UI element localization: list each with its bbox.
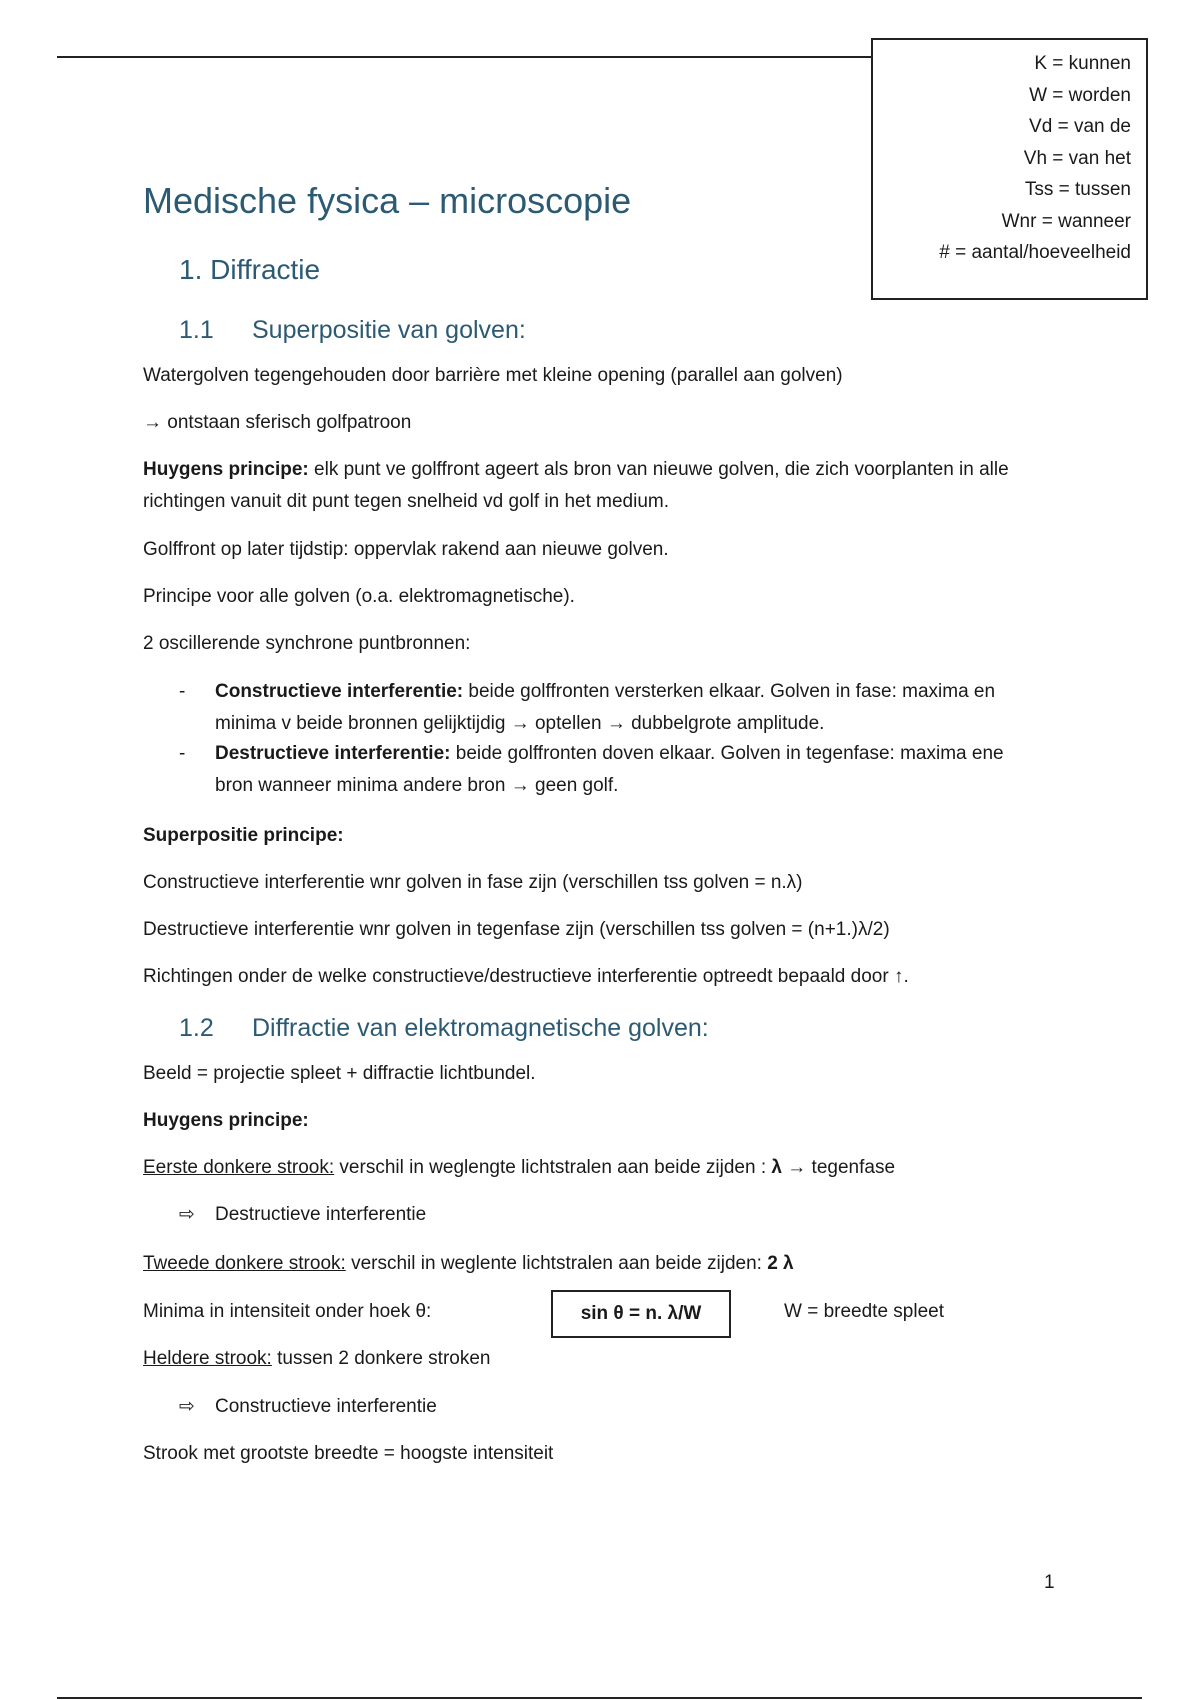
paragraph: Destructieve interferentie wnr golven in tegenfase zijn (verschillen tss golven = (n+1.)λ/2) (143, 919, 890, 940)
legend-item: Wnr = wanneer (1001, 210, 1131, 232)
paragraph: Strook met grootste breedte = hoogste intensiteit (143, 1443, 554, 1464)
paragraph-tweede-strook (143, 1248, 1063, 1280)
paragraph: Minima in intensiteit onder hoek θ: (143, 1301, 432, 1322)
paragraph-text: verschil in weglengte lichtstralen aan beide zijden : (334, 1157, 772, 1178)
legend-item: K = kunnen (1034, 53, 1131, 74)
formula-box: sin θ = n. λ/W (551, 1290, 731, 1338)
heading-text: Diffractie van elektromagnetische golven: (252, 1014, 709, 1042)
underlined-term: Eerste donkere strook: (143, 1157, 335, 1178)
arrow-item (179, 1391, 437, 1423)
paragraph: → ontstaan sferisch golfpatroon (143, 412, 412, 433)
underlined-term: Tweede donkere strook: (143, 1253, 346, 1274)
paragraph-text: → tegenfase (782, 1157, 896, 1178)
heading-number: 1.1 (179, 316, 214, 344)
legend-item: Vh = van het (1023, 147, 1131, 169)
bold-term: Constructieve interferentie: (215, 681, 464, 702)
legend-item: W = worden (1029, 84, 1131, 106)
bold-symbol: λ (771, 1157, 782, 1178)
arrow-right-icon: ⇨ (179, 1204, 195, 1225)
document-title: Medische fysica – microscopie (143, 180, 632, 221)
paragraph-eerste-strook (143, 1152, 1063, 1184)
bold-term: Huygens principe: (143, 1110, 309, 1131)
arrow-item-text: Destructieve interferentie (215, 1204, 427, 1225)
paragraph-heldere-strook (143, 1343, 1063, 1375)
paragraph-huygens (143, 454, 1063, 518)
bold-term: Destructieve interferentie: (215, 743, 451, 764)
paragraph-text: elk punt ve golffront ageert als bron van nieuwe golven, die zich voorplanten in alle richtingen vanuit dit punt tegen snelheid vd golf in het medium. (143, 459, 1009, 512)
paragraph: Constructieve interferentie wnr golven in fase zijn (verschillen tss golven = n.λ) (143, 872, 803, 893)
heading-number: 1.2 (179, 1014, 214, 1042)
paragraph-text: tussen 2 donkere stroken (271, 1348, 491, 1369)
formula-note: W = breedte spleet (784, 1301, 945, 1322)
paragraph-bold (143, 1105, 1063, 1137)
heading-text: Superpositie van golven: (252, 316, 526, 344)
paragraph: Golffront op later tijdstip: oppervlak rakend aan nieuwe golven. (143, 539, 669, 560)
arrow-item-text: Constructieve interferentie (215, 1396, 437, 1417)
bullet-body: beide golffronten versterken elkaar. Golven in fase: maxima en minima v beide bronnen gelijktijdig → optellen → dubbelgrote amplitude. (215, 681, 996, 734)
paragraph: Watergolven tegengehouden door barrière met kleine opening (parallel aan golven) (143, 365, 843, 386)
bullet-dash: - (179, 743, 186, 764)
bullet-body: beide golffronten doven elkaar. Golven in tegenfase: maxima ene bron wanneer minima andere bron → geen golf. (215, 743, 1004, 796)
arrow-right-icon: ⇨ (179, 1396, 195, 1417)
bullet-item (179, 738, 1039, 802)
heading-superpositie (179, 316, 526, 345)
bullet-item (179, 676, 1039, 740)
paragraph: Richtingen onder de welke constructieve/destructieve interferentie optreedt bepaald door ↑. (143, 966, 909, 987)
bold-term: Superpositie principe: (143, 825, 344, 846)
paragraph: 2 oscillerende synchrone puntbronnen: (143, 633, 471, 654)
heading-diffractie-em (179, 1014, 709, 1043)
legend-item: # = aantal/hoeveelheid (939, 242, 1131, 263)
paragraph-text: verschil in weglente lichtstralen aan beide zijden: (345, 1253, 768, 1274)
underlined-term: Heldere strook: (143, 1348, 272, 1369)
heading-diffractie: 1. Diffractie (179, 254, 321, 285)
paragraph: Principe voor alle golven (o.a. elektromagnetische). (143, 586, 575, 607)
footer-rule (57, 1697, 1142, 1699)
legend-item: Tss = tussen (1024, 179, 1131, 200)
paragraph-bold (143, 820, 1063, 852)
page-number: 1 (1044, 1572, 1055, 1593)
abbreviation-legend (871, 38, 1148, 300)
bold-symbol: 2 λ (767, 1253, 794, 1274)
legend-item: Vd = van de (1029, 116, 1131, 137)
arrow-item (179, 1199, 426, 1231)
bullet-dash: - (179, 681, 186, 702)
bullet-text (215, 676, 1039, 740)
bullet-text (215, 738, 1039, 802)
paragraph: Beeld = projectie spleet + diffractie lichtbundel. (143, 1063, 536, 1084)
bold-term: Huygens principe: (143, 459, 309, 480)
header-rule (57, 56, 873, 58)
